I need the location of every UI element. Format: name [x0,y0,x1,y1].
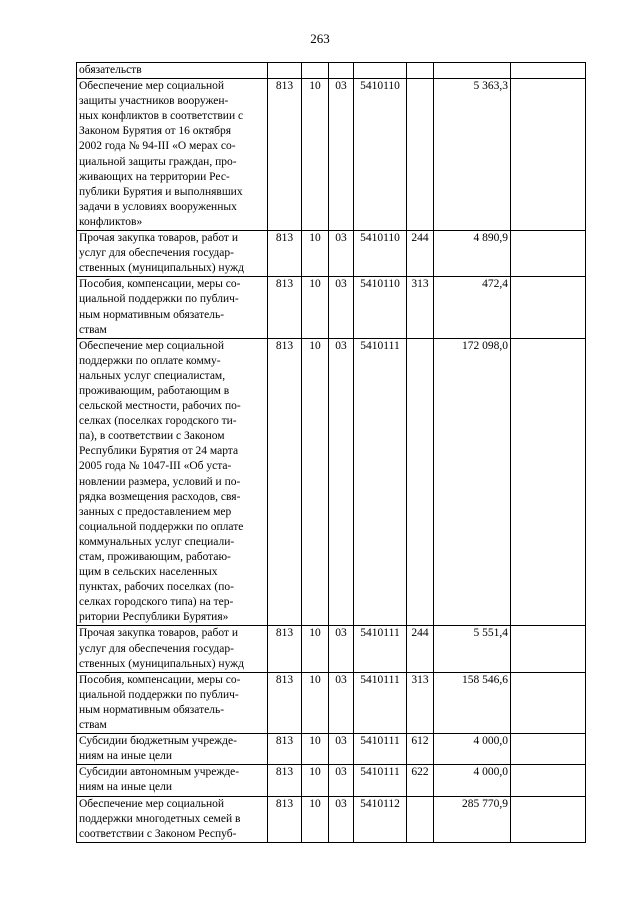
cell-podrazdel: 03 [329,734,354,765]
cell-extra [511,231,586,277]
description-line: циальной поддержки по публич- [79,293,239,306]
description-line: пунктах, рабочих поселках (по- [79,581,234,594]
cell-ved: 813 [268,796,302,842]
cell-expense-type [407,79,434,231]
description-line: публики Бурятия и выполнявших [79,185,243,198]
cell-expense-type: 244 [407,231,434,277]
description-line: ственных (муниципальных) нужд [79,657,244,670]
cell-description [77,765,268,796]
table-row [77,734,586,765]
cell-ved: 813 [268,231,302,277]
cell-expense-type: 244 [407,626,434,672]
cell-razdel: 10 [302,765,329,796]
cell-expense-type: 612 [407,734,434,765]
description-line: обязательств [79,64,142,76]
cell-description [77,277,268,338]
description-line: Прочая закупка товаров, работ и [79,627,238,640]
cell-description [77,626,268,672]
cell-ved: 813 [268,277,302,338]
table-row [77,765,586,796]
cell-description [77,672,268,733]
cell-target-article: 5410111 [354,734,407,765]
description-line: па), в соответствии с Законом [79,430,225,443]
cell-target-article: 5410110 [354,277,407,338]
cell-ved: 813 [268,672,302,733]
cell-expense-type: 313 [407,277,434,338]
description-line: щим в сельских населенных [79,566,218,579]
cell-target-article [354,63,407,79]
cell-amount: 4 890,9 [434,231,511,277]
description-line: поддержки по оплате комму- [79,354,221,367]
description-line: циальной защиты граждан, про- [79,155,237,168]
table-row [77,626,586,672]
cell-razdel: 10 [302,277,329,338]
cell-description [77,796,268,842]
cell-expense-type [407,796,434,842]
cell-expense-type: 622 [407,765,434,796]
cell-razdel: 10 [302,79,329,231]
cell-target-article: 5410110 [354,231,407,277]
cell-target-article: 5410110 [354,79,407,231]
cell-razdel: 10 [302,672,329,733]
description-line: социальной поддержки по оплате [79,520,244,533]
budget-table-body [77,63,586,843]
description-line: сельской местности, рабочих по- [79,400,241,413]
cell-razdel: 10 [302,231,329,277]
cell-amount: 4 000,0 [434,765,511,796]
cell-podrazdel: 03 [329,231,354,277]
description-line: нальных услуг специалистам, [79,369,226,382]
cell-amount: 285 770,9 [434,796,511,842]
cell-expense-type [407,338,434,626]
cell-extra [511,63,586,79]
description-line: Обеспечение мер социальной [79,80,225,93]
cell-razdel [302,63,329,79]
cell-podrazdel: 03 [329,765,354,796]
description-line: Пособия, компенсации, меры со- [79,278,241,291]
cell-target-article: 5410111 [354,626,407,672]
description-line: услуг для обеспечения государ- [79,247,234,260]
cell-podrazdel: 03 [329,338,354,626]
cell-amount: 158 546,6 [434,672,511,733]
description-line: задачи в условиях вооруженных [79,200,237,213]
description-line: селках городского типа) на тер- [79,596,234,609]
cell-description [77,734,268,765]
table-row [77,79,586,231]
cell-razdel: 10 [302,338,329,626]
cell-extra [511,338,586,626]
description-line: услуг для обеспечения государ- [79,642,234,655]
description-line: занных с предоставлением мер [79,505,232,518]
cell-target-article: 5410111 [354,765,407,796]
cell-description [77,231,268,277]
cell-description [77,338,268,626]
description-line: Субсидии бюджетным учрежде- [79,735,237,748]
cell-ved: 813 [268,79,302,231]
description-line: ниям на иные цели [79,750,173,763]
table-row [77,338,586,626]
description-line: поддержки многодетных семей в [79,812,241,825]
cell-ved [268,63,302,79]
description-line: рядка возмещения расходов, свя- [79,490,241,503]
description-line: ным нормативным обязатель- [79,703,225,716]
description-line: циальной поддержки по публич- [79,688,239,701]
cell-ved: 813 [268,626,302,672]
cell-extra [511,765,586,796]
cell-extra [511,277,586,338]
table-row [77,63,586,79]
description-line: коммунальных услуг специали- [79,535,235,548]
description-line: ритории Республики Бурятия» [79,611,229,624]
description-line: 2005 года № 1047-III «Об уста- [79,460,232,473]
description-line: Пособия, компенсации, меры со- [79,673,241,686]
page-number: 263 [310,31,330,46]
table-row [77,231,586,277]
description-line: Республики Бурятия от 24 марта [79,445,239,458]
description-line: конфликтов» [79,215,143,228]
cell-expense-type: 313 [407,672,434,733]
cell-podrazdel [329,63,354,79]
cell-razdel: 10 [302,796,329,842]
cell-amount [434,63,511,79]
cell-amount: 4 000,0 [434,734,511,765]
description-line: ным нормативным обязатель- [79,308,225,321]
cell-description [77,63,268,79]
cell-razdel: 10 [302,626,329,672]
cell-podrazdel: 03 [329,796,354,842]
description-line: соответствии с Законом Респуб- [79,827,237,840]
description-line: проживающим, работающим в [79,384,230,397]
budget-table [76,62,586,843]
cell-extra [511,796,586,842]
cell-extra [511,734,586,765]
cell-podrazdel: 03 [329,79,354,231]
cell-podrazdel: 03 [329,626,354,672]
cell-ved: 813 [268,338,302,626]
cell-target-article: 5410111 [354,672,407,733]
description-line: ствам [79,323,107,336]
cell-extra [511,626,586,672]
cell-extra [511,79,586,231]
cell-target-article: 5410111 [354,338,407,626]
cell-extra [511,672,586,733]
cell-target-article: 5410112 [354,796,407,842]
cell-expense-type [407,63,434,79]
cell-description [77,79,268,231]
description-line: Законом Бурятия от 16 октября [79,125,232,138]
description-line: Прочая закупка товаров, работ и [79,232,238,245]
description-line: ных конфликтов в соответствии с [79,110,244,123]
description-line: Обеспечение мер социальной [79,797,225,810]
description-line: новлении размера, условий и по- [79,475,241,488]
table-row [77,672,586,733]
cell-ved: 813 [268,734,302,765]
cell-podrazdel: 03 [329,672,354,733]
table-row [77,277,586,338]
description-line: стам, проживающим, работаю- [79,551,231,563]
cell-amount: 5 363,3 [434,79,511,231]
description-line: ниям на иные цели [79,781,173,794]
description-line: селках (поселках городского ти- [79,415,237,428]
description-line: ственных (муниципальных) нужд [79,262,244,275]
description-line: живающих на территории Рес- [79,170,230,183]
description-line: ствам [79,719,107,732]
description-line: Субсидии автономным учрежде- [79,766,240,779]
table-row [77,796,586,842]
cell-ved: 813 [268,765,302,796]
description-line: 2002 года № 94-III «О мерах со- [79,140,236,153]
cell-amount: 472,4 [434,277,511,338]
cell-amount: 172 098,0 [434,338,511,626]
description-line: защиты участников вооружен- [79,95,229,108]
cell-podrazdel: 03 [329,277,354,338]
description-line: Обеспечение мер социальной [79,339,225,352]
cell-razdel: 10 [302,734,329,765]
cell-amount: 5 551,4 [434,626,511,672]
